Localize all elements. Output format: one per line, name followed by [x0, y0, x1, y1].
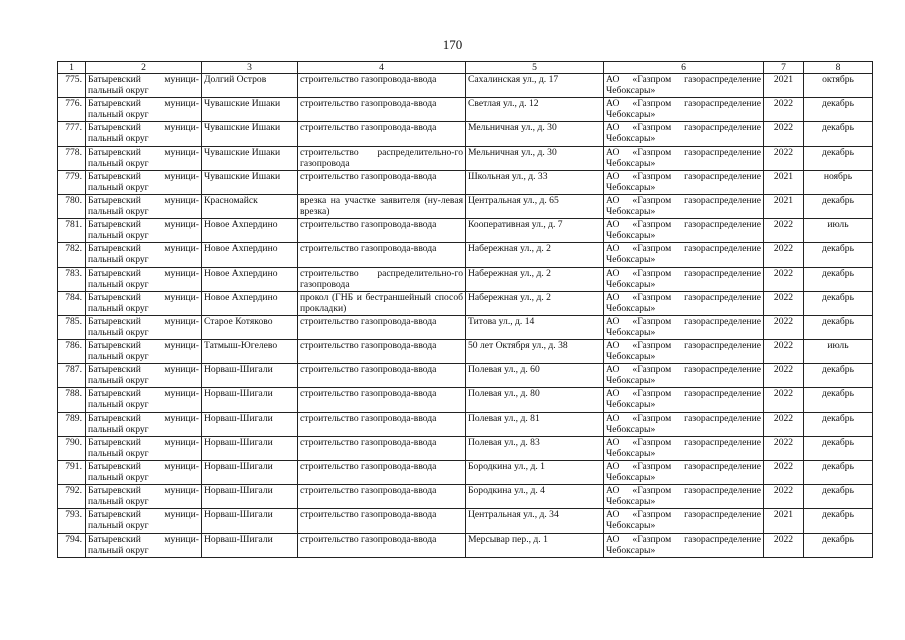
row-number-cell: 783.	[58, 267, 86, 291]
work-type-cell: прокол (ГНБ и бестраншейный способ прокладки)	[298, 291, 466, 315]
year-cell: 2022	[764, 146, 804, 170]
column-number-row	[58, 62, 873, 74]
address-cell: Кооперативная ул., д. 7	[466, 219, 604, 243]
row-number-cell: 780.	[58, 194, 86, 218]
table-row	[58, 98, 873, 122]
year-cell: 2022	[764, 315, 804, 339]
work-type-cell: строительство газопровода-ввода	[298, 315, 466, 339]
table-row	[58, 340, 873, 364]
settlement-cell: Чувашские Ишаки	[202, 122, 298, 146]
work-type-cell: строительство газопровода-ввода	[298, 388, 466, 412]
month-cell: декабрь	[804, 364, 873, 388]
district-cell: Батыревский муници-пальный округ	[86, 122, 202, 146]
year-cell: 2022	[764, 533, 804, 557]
month-cell: декабрь	[804, 98, 873, 122]
year-cell: 2022	[764, 412, 804, 436]
settlement-cell: Норваш-Шигали	[202, 533, 298, 557]
column-header: 3	[202, 62, 298, 74]
district-cell: Батыревский муници-пальный округ	[86, 74, 202, 98]
table-row	[58, 364, 873, 388]
organization-cell: АО «Газпром газораспределение Чебоксары»	[604, 146, 764, 170]
settlement-cell: Норваш-Шигали	[202, 412, 298, 436]
work-type-cell: строительство газопровода-ввода	[298, 485, 466, 509]
district-cell: Батыревский муници-пальный округ	[86, 533, 202, 557]
month-cell: декабрь	[804, 436, 873, 460]
settlement-cell: Норваш-Шигали	[202, 388, 298, 412]
district-cell: Батыревский муници-пальный округ	[86, 509, 202, 533]
work-type-cell: строительство распределительно-го газопровода	[298, 146, 466, 170]
table-row	[58, 291, 873, 315]
settlement-cell: Новое Ахпердино	[202, 243, 298, 267]
table-row	[58, 315, 873, 339]
year-cell: 2022	[764, 485, 804, 509]
settlement-cell: Татмыш-Югелево	[202, 340, 298, 364]
month-cell: ноябрь	[804, 170, 873, 194]
year-cell: 2022	[764, 388, 804, 412]
settlement-cell: Новое Ахпердино	[202, 219, 298, 243]
district-cell: Батыревский муници-пальный округ	[86, 243, 202, 267]
work-type-cell: строительство газопровода-ввода	[298, 74, 466, 98]
table-row	[58, 219, 873, 243]
row-number-cell: 776.	[58, 98, 86, 122]
settlement-cell: Норваш-Шигали	[202, 364, 298, 388]
settlement-cell: Норваш-Шигали	[202, 436, 298, 460]
column-header: 8	[804, 62, 873, 74]
month-cell: декабрь	[804, 509, 873, 533]
organization-cell: АО «Газпром газораспределение Чебоксары»	[604, 533, 764, 557]
year-cell: 2022	[764, 98, 804, 122]
address-cell: Мерсывар пер., д. 1	[466, 533, 604, 557]
district-cell: Батыревский муници-пальный округ	[86, 485, 202, 509]
month-cell: декабрь	[804, 461, 873, 485]
work-type-cell: строительство газопровода-ввода	[298, 98, 466, 122]
district-cell: Батыревский муници-пальный округ	[86, 461, 202, 485]
work-type-cell: строительство газопровода-ввода	[298, 122, 466, 146]
month-cell: декабрь	[804, 146, 873, 170]
row-number-cell: 792.	[58, 485, 86, 509]
district-cell: Батыревский муници-пальный округ	[86, 364, 202, 388]
row-number-cell: 781.	[58, 219, 86, 243]
work-type-cell: строительство газопровода-ввода	[298, 436, 466, 460]
month-cell: декабрь	[804, 533, 873, 557]
address-cell: Центральная ул., д. 65	[466, 194, 604, 218]
organization-cell: АО «Газпром газораспределение Чебоксары»	[604, 364, 764, 388]
organization-cell: АО «Газпром газораспределение Чебоксары»	[604, 461, 764, 485]
address-cell: Бородкина ул., д. 4	[466, 485, 604, 509]
table-row	[58, 170, 873, 194]
work-type-cell: строительство газопровода-ввода	[298, 533, 466, 557]
month-cell: декабрь	[804, 194, 873, 218]
district-cell: Батыревский муници-пальный округ	[86, 146, 202, 170]
organization-cell: АО «Газпром газораспределение Чебоксары»	[604, 74, 764, 98]
district-cell: Батыревский муници-пальный округ	[86, 291, 202, 315]
settlement-cell: Новое Ахпердино	[202, 267, 298, 291]
year-cell: 2021	[764, 194, 804, 218]
address-cell: Титова ул., д. 14	[466, 315, 604, 339]
district-cell: Батыревский муници-пальный округ	[86, 340, 202, 364]
month-cell: декабрь	[804, 243, 873, 267]
year-cell: 2022	[764, 291, 804, 315]
row-number-cell: 777.	[58, 122, 86, 146]
district-cell: Батыревский муници-пальный округ	[86, 412, 202, 436]
organization-cell: АО «Газпром газораспределение Чебоксары»	[604, 485, 764, 509]
column-header: 4	[298, 62, 466, 74]
address-cell: Набережная ул., д. 2	[466, 291, 604, 315]
work-type-cell: строительство газопровода-ввода	[298, 340, 466, 364]
month-cell: декабрь	[804, 388, 873, 412]
work-type-cell: строительство газопровода-ввода	[298, 364, 466, 388]
settlement-cell: Чувашские Ишаки	[202, 170, 298, 194]
organization-cell: АО «Газпром газораспределение Чебоксары»	[604, 388, 764, 412]
work-type-cell: строительство газопровода-ввода	[298, 170, 466, 194]
row-number-cell: 787.	[58, 364, 86, 388]
row-number-cell: 779.	[58, 170, 86, 194]
organization-cell: АО «Газпром газораспределение Чебоксары»	[604, 194, 764, 218]
address-cell: Набережная ул., д. 2	[466, 243, 604, 267]
district-cell: Батыревский муници-пальный округ	[86, 388, 202, 412]
row-number-cell: 782.	[58, 243, 86, 267]
organization-cell: АО «Газпром газораспределение Чебоксары»	[604, 267, 764, 291]
settlement-cell: Норваш-Шигали	[202, 461, 298, 485]
address-cell: Мельничная ул., д. 30	[466, 146, 604, 170]
address-cell: Полевая ул., д. 80	[466, 388, 604, 412]
settlement-cell: Чувашские Ишаки	[202, 146, 298, 170]
row-number-cell: 784.	[58, 291, 86, 315]
address-cell: Центральная ул., д. 34	[466, 509, 604, 533]
settlement-cell: Красномайск	[202, 194, 298, 218]
district-cell: Батыревский муници-пальный округ	[86, 219, 202, 243]
table-row	[58, 461, 873, 485]
table-row	[58, 122, 873, 146]
address-cell: Бородкина ул., д. 1	[466, 461, 604, 485]
address-cell: Набережная ул., д. 2	[466, 267, 604, 291]
district-cell: Батыревский муници-пальный округ	[86, 98, 202, 122]
year-cell: 2022	[764, 122, 804, 146]
address-cell: 50 лет Октября ул., д. 38	[466, 340, 604, 364]
organization-cell: АО «Газпром газораспределение Чебоксары»	[604, 291, 764, 315]
settlement-cell: Норваш-Шигали	[202, 509, 298, 533]
settlement-cell: Старое Котяково	[202, 315, 298, 339]
work-type-cell: строительство газопровода-ввода	[298, 243, 466, 267]
table-row	[58, 436, 873, 460]
organization-cell: АО «Газпром газораспределение Чебоксары»	[604, 219, 764, 243]
column-header: 6	[604, 62, 764, 74]
year-cell: 2022	[764, 219, 804, 243]
organization-cell: АО «Газпром газораспределение Чебоксары»	[604, 340, 764, 364]
year-cell: 2022	[764, 461, 804, 485]
year-cell: 2022	[764, 364, 804, 388]
column-header: 1	[58, 62, 86, 74]
column-header: 7	[764, 62, 804, 74]
month-cell: декабрь	[804, 291, 873, 315]
work-type-cell: строительство распределительно-го газопровода	[298, 267, 466, 291]
month-cell: июль	[804, 340, 873, 364]
work-type-cell: строительство газопровода-ввода	[298, 412, 466, 436]
row-number-cell: 791.	[58, 461, 86, 485]
organization-cell: АО «Газпром газораспределение Чебоксары»	[604, 170, 764, 194]
address-cell: Сахалинская ул., д. 17	[466, 74, 604, 98]
row-number-cell: 793.	[58, 509, 86, 533]
table-row	[58, 485, 873, 509]
year-cell: 2021	[764, 509, 804, 533]
address-cell: Полевая ул., д. 81	[466, 412, 604, 436]
settlement-cell: Долгий Остров	[202, 74, 298, 98]
month-cell: декабрь	[804, 315, 873, 339]
year-cell: 2021	[764, 170, 804, 194]
table-row	[58, 509, 873, 533]
district-cell: Батыревский муници-пальный округ	[86, 194, 202, 218]
district-cell: Батыревский муници-пальный округ	[86, 436, 202, 460]
year-cell: 2022	[764, 436, 804, 460]
table-row	[58, 412, 873, 436]
district-cell: Батыревский муници-пальный округ	[86, 267, 202, 291]
organization-cell: АО «Газпром газораспределение Чебоксары»	[604, 509, 764, 533]
row-number-cell: 788.	[58, 388, 86, 412]
month-cell: декабрь	[804, 485, 873, 509]
row-number-cell: 794.	[58, 533, 86, 557]
work-type-cell: строительство газопровода-ввода	[298, 461, 466, 485]
organization-cell: АО «Газпром газораспределение Чебоксары»	[604, 412, 764, 436]
organization-cell: АО «Газпром газораспределение Чебоксары»	[604, 98, 764, 122]
row-number-cell: 775.	[58, 74, 86, 98]
column-header: 2	[86, 62, 202, 74]
table-row	[58, 194, 873, 218]
settlement-cell: Новое Ахпердино	[202, 291, 298, 315]
address-cell: Школьная ул., д. 33	[466, 170, 604, 194]
district-cell: Батыревский муници-пальный округ	[86, 315, 202, 339]
district-cell: Батыревский муници-пальный округ	[86, 170, 202, 194]
row-number-cell: 790.	[58, 436, 86, 460]
row-number-cell: 786.	[58, 340, 86, 364]
organization-cell: АО «Газпром газораспределение Чебоксары»	[604, 315, 764, 339]
address-cell: Мельничная ул., д. 30	[466, 122, 604, 146]
address-cell: Полевая ул., д. 83	[466, 436, 604, 460]
settlement-cell: Норваш-Шигали	[202, 485, 298, 509]
address-cell: Светлая ул., д. 12	[466, 98, 604, 122]
column-header: 5	[466, 62, 604, 74]
year-cell: 2022	[764, 267, 804, 291]
gasification-table	[57, 61, 873, 558]
year-cell: 2022	[764, 340, 804, 364]
table-row	[58, 243, 873, 267]
table-row	[58, 74, 873, 98]
row-number-cell: 785.	[58, 315, 86, 339]
row-number-cell: 789.	[58, 412, 86, 436]
month-cell: октябрь	[804, 74, 873, 98]
table-row	[58, 533, 873, 557]
settlement-cell: Чувашские Ишаки	[202, 98, 298, 122]
table-row	[58, 388, 873, 412]
organization-cell: АО «Газпром газораспределение Чебоксары»	[604, 243, 764, 267]
month-cell: июль	[804, 219, 873, 243]
table-row	[58, 146, 873, 170]
page-number: 170	[442, 37, 463, 52]
month-cell: декабрь	[804, 412, 873, 436]
month-cell: декабрь	[804, 122, 873, 146]
address-cell: Полевая ул., д. 60	[466, 364, 604, 388]
organization-cell: АО «Газпром газораспределение Чебоксары»	[604, 122, 764, 146]
year-cell: 2022	[764, 243, 804, 267]
month-cell: декабрь	[804, 267, 873, 291]
year-cell: 2021	[764, 74, 804, 98]
table-row	[58, 267, 873, 291]
work-type-cell: строительство газопровода-ввода	[298, 219, 466, 243]
organization-cell: АО «Газпром газораспределение Чебоксары»	[604, 436, 764, 460]
work-type-cell: врезка на участке заявителя (ну-левая врезка)	[298, 194, 466, 218]
work-type-cell: строительство газопровода-ввода	[298, 509, 466, 533]
row-number-cell: 778.	[58, 146, 86, 170]
